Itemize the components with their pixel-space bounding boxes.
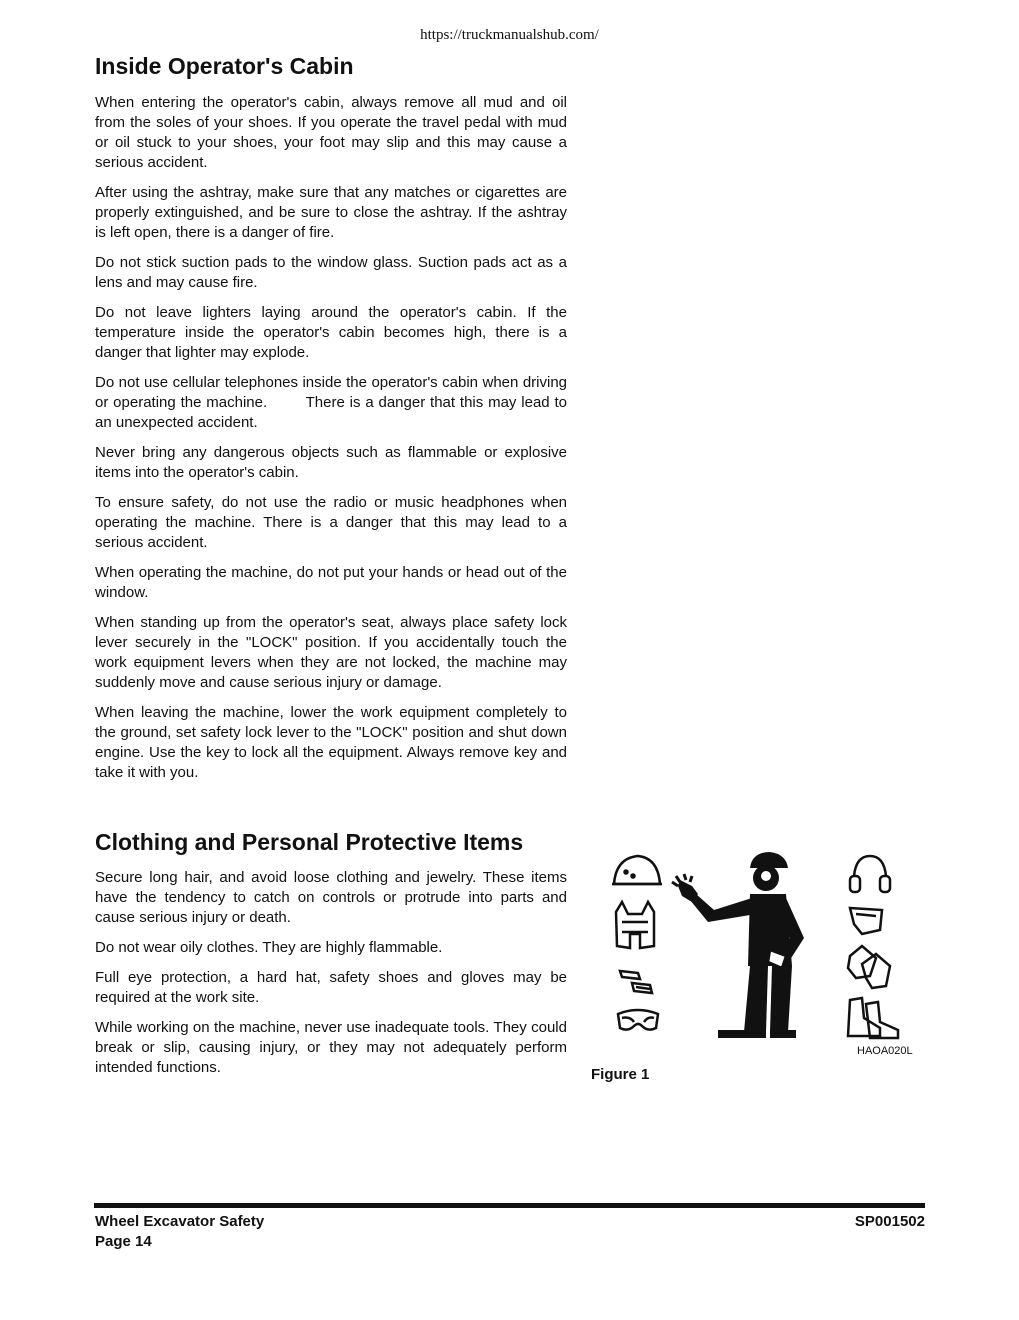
paragraph: When standing up from the operator's seat, always place safety lock lever securely in the "LOCK" position. If you accidentally touch the work equipment levers when they are not locked, the machine may suddenly move and cause serious injury or damage. [95, 614, 567, 691]
header-url: https://truckmanualshub.com/ [420, 27, 599, 43]
paragraph: While working on the machine, never use inadequate tools. They could break or slip, causing injury, or they may not adequately perform intended functions. [95, 1019, 567, 1076]
paragraph: Do not stick suction pads to the window glass. Suction pads act as a lens and may cause fire. [95, 254, 567, 291]
paragraph: Do not wear oily clothes. They are highly flammable. [95, 939, 443, 956]
hard-hat-icon [612, 856, 662, 884]
respirator-mask-icon [850, 908, 882, 934]
paragraph: To ensure safety, do not use the radio or music headphones when operating the machine. There is a danger that this may lead to a serious accident. [95, 494, 567, 551]
paragraph: When entering the operator's cabin, always remove all mud and oil from the soles of your shoes. If you operate the travel pedal with mud or oil stuck to your shoes, your foot may slip and this may cause a serious accident. [95, 94, 567, 171]
paragraph: Do not use cellular telephones inside the operator's cabin when driving or operating the machine. There is a danger that this may lead to an unexpected accident. [95, 374, 572, 431]
footer-rule [94, 1203, 925, 1208]
safety-vest-icon [616, 902, 654, 948]
paragraph: Do not leave lighters laying around the operator's cabin. If the temperature inside the operator's cabin becomes high, there is a danger that lighter may explode. [95, 304, 567, 361]
paragraph: Full eye protection, a hard hat, safety shoes and gloves may be required at the work site. [95, 969, 567, 1006]
worker-figure-icon [672, 852, 804, 1038]
paragraph: Secure long hair, and avoid loose clothing and jewelry. These items have the tendency to catch on controls or protrude into parts and cause serious injury or death. [95, 869, 567, 926]
paragraph: After using the ashtray, make sure that any matches or cigarettes are properly extinguished, and be sure to close the ashtray. If the ashtray is left open, there is a danger of fire. [95, 184, 567, 241]
figure-code: HAOA020L [857, 1045, 913, 1057]
paragraph: When operating the machine, do not put your hands or head out of the window. [95, 564, 567, 601]
section-title-clothing: Clothing and Personal Protective Items [95, 829, 524, 855]
ear-plugs-icon [620, 971, 652, 993]
ear-muffs-icon [850, 856, 890, 892]
goggles-icon [618, 1010, 658, 1030]
gloves-icon [848, 946, 890, 988]
section-body-inside-cabin [95, 93, 572, 793]
section-body-clothing [95, 868, 567, 1088]
footer-doc-code: SP001502 [854, 1213, 925, 1230]
section-title-inside-cabin: Inside Operator's Cabin [95, 53, 354, 79]
paragraph: When leaving the machine, lower the work equipment completely to the ground, set safety lock lever to the "LOCK" position and shut down engine. Use the key to lock all the equipment. Always remove key and take it with you. [95, 704, 567, 781]
footer-page-number: Page 14 [95, 1233, 152, 1250]
paragraph: Never bring any dangerous objects such as flammable or explosive items into the operator's cabin. [95, 444, 567, 481]
footer-title: Wheel Excavator Safety [95, 1213, 265, 1230]
footer-left [95, 1212, 264, 1252]
figure-protective-items [600, 846, 925, 1062]
safety-boots-icon [848, 998, 898, 1038]
figure-caption: Figure 1 [591, 1066, 650, 1083]
